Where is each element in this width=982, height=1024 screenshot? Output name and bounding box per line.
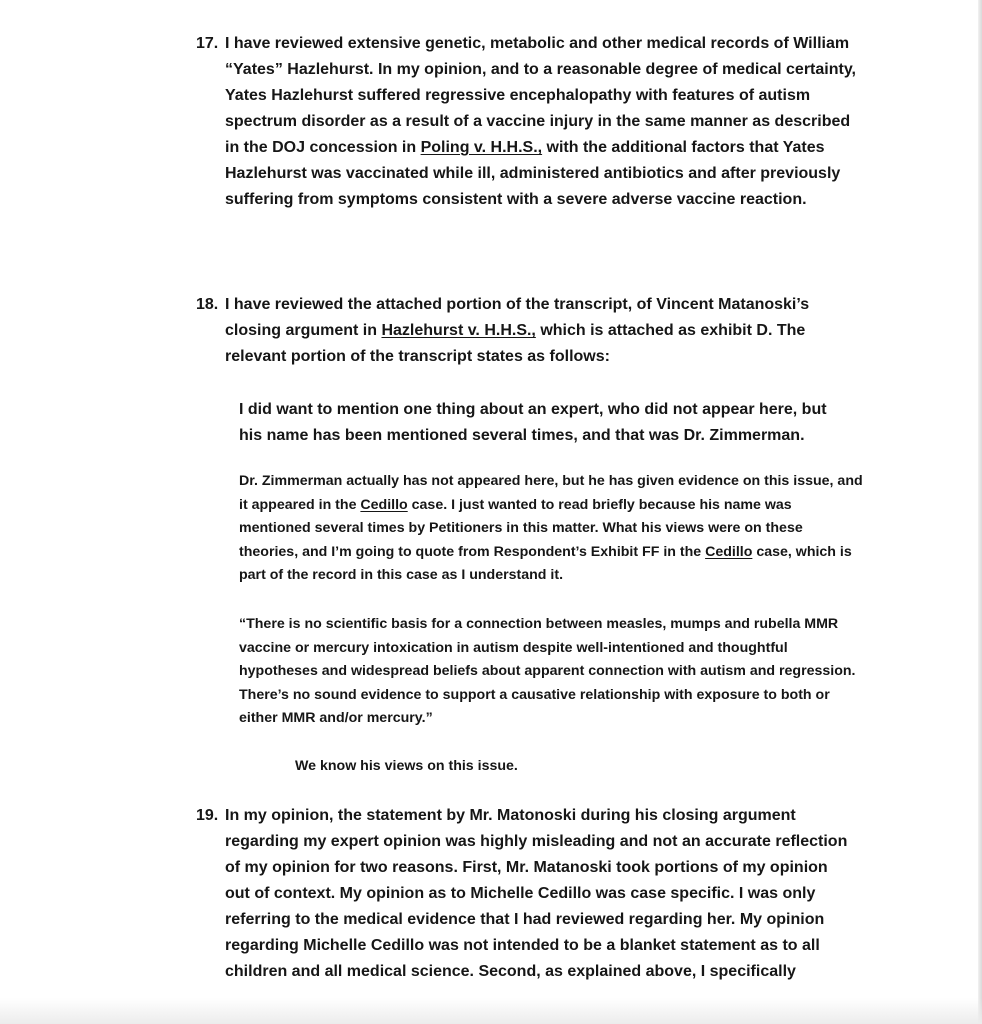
paragraph-text-end: with the additional factors that Yates Hazlehurst was vaccinated while ill, administered antibiotics and after previously suffering from symptoms consistent with a severe adverse vaccine reaction. (225, 139, 841, 208)
transcript-quote-2 (239, 470, 864, 588)
paragraph-number: 19. (196, 807, 219, 824)
paragraph-text: In my opinion, the statement by Mr. Matonoski during his closing argument regarding my expert opinion was highly misleading and not an accurate reflection of my opinion for two reasons. First, Mr. Matanoski took portions of my opinion out of context. My opinion as to Michelle Cedillo was case specific. I was only referring to the medical evidence that I had reviewed regarding her. My opinion regarding Michelle Cedillo was not intended to be a blanket statement as to all children and all medical science. Second, as explained above, I specifically (225, 807, 848, 980)
page-edge (978, 0, 982, 1024)
transcript-quote-1: I did want to mention one thing about an expert, who did not appear here, but his name has been mentioned several times, and that was Dr. Zimmerman. (239, 401, 827, 444)
paragraph-text (225, 31, 865, 213)
case-citation: Cedillo (705, 543, 753, 560)
paragraph-number: 17. (196, 35, 219, 52)
transcript-closing-line: We know his views on this issue. (295, 758, 518, 774)
page-bottom-shadow (0, 998, 982, 1024)
case-citation: Hazlehurst v. H.H.S., (381, 322, 536, 339)
case-citation: Cedillo (360, 496, 408, 513)
quote-text: case, which is part of the record in this case as I understand it. (239, 543, 852, 583)
transcript-quote-3: “There is no scientific basis for a connection between measles, mumps and rubella MMR vaccine or mercury intoxication in autism despite well-intentioned and thoughtful hypotheses and widespread beliefs about apparent connection with autism and regression. There’s no sound evidence to support a causative relationship with exposure to both or either MMR and/or mercury.” (239, 616, 856, 726)
paragraph-text-end: which is attached as exhibit D. The relevant portion of the transcript states as follows: (225, 322, 806, 365)
quote-text: case. I just wanted to read briefly because his name was mentioned several times by Petitioners in this matter. What his views were on these theories, and I’m going to quote from Respondent’s Exhibit FF in the (239, 496, 803, 560)
paragraph-text-start: I have reviewed extensive genetic, metabolic and other medical records of William “Yates” Hazlehurst. In my opinion, and to a reasonable degree of medical certainty, Yates Hazlehurst suffered regressive encephalopathy with features of autism spectrum disorder as a result of a vaccine injury in the same manner as described in the DOJ concession in (225, 35, 856, 156)
paragraph-number: 18. (196, 296, 219, 313)
case-citation: Poling v. H.H.S., (420, 139, 543, 156)
paragraph-text-start: I have reviewed the attached portion of the transcript, of Vincent Matanoski’s closing argument in (225, 296, 810, 339)
paragraph-text (225, 292, 865, 370)
quote-text: Dr. Zimmerman actually has not appeared here, but he has given evidence on this issue, and it appeared in the (239, 473, 863, 513)
